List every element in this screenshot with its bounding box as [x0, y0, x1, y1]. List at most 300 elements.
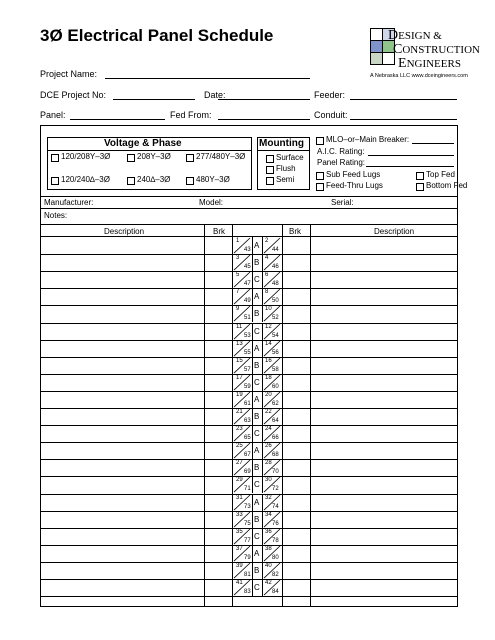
brk-right-cell[interactable]	[311, 323, 337, 340]
option-label: Semi	[276, 175, 295, 184]
circuit-number-left-top: 9	[236, 306, 240, 313]
circuit-number-right-top: 34	[265, 511, 272, 518]
description-left-cell[interactable]	[41, 288, 203, 305]
phase-divider-right	[262, 545, 263, 562]
description-right-cell[interactable]	[338, 340, 456, 357]
voltage-heading-divider	[48, 150, 251, 151]
checkbox-120-208y[interactable]	[51, 154, 59, 162]
circuit-number-right-bottom: 60	[272, 383, 279, 390]
brk-left-cell[interactable]	[205, 305, 231, 322]
description-right-cell[interactable]	[338, 237, 456, 254]
circuit-number-left-top: 7	[236, 289, 240, 296]
sub-feed-label: Sub Feed Lugs	[326, 170, 381, 179]
circuit-number-right-bottom: 78	[272, 537, 279, 544]
circuit-number-right-bottom: 76	[272, 520, 279, 527]
logo-line-3: ENGINEERS	[398, 56, 461, 71]
brk-left-cell[interactable]	[205, 442, 231, 459]
circuit-number-right-bottom: 62	[272, 400, 279, 407]
description-left-cell[interactable]	[41, 237, 203, 254]
description-left-cell[interactable]	[41, 511, 203, 528]
phase-divider-left	[252, 545, 253, 562]
circuit-number-right-top: 36	[265, 528, 272, 535]
phase-label: C	[254, 583, 260, 592]
phase-divider-left	[252, 459, 253, 476]
brk-right-cell[interactable]	[311, 476, 337, 493]
phase-label: C	[254, 531, 260, 541]
circuit-number-right-bottom: 58	[272, 366, 279, 373]
brk-left-cell[interactable]	[205, 254, 231, 271]
row-divider	[40, 596, 457, 597]
phase-label: B	[254, 309, 260, 319]
description-left-cell[interactable]	[41, 340, 203, 357]
brk-right-cell[interactable]	[311, 545, 337, 562]
circuit-number-left-bottom: 69	[244, 469, 251, 476]
phase-label: C	[254, 275, 260, 285]
circuit-number-right-top: 26	[265, 443, 272, 450]
description-left-cell[interactable]	[41, 579, 203, 596]
brk-right-cell[interactable]	[311, 408, 337, 425]
circuit-number-left-bottom: 57	[244, 366, 251, 373]
phase-label: B	[254, 258, 260, 268]
feeder-field[interactable]	[350, 99, 457, 100]
circuit-number-right-top: 30	[265, 477, 272, 484]
phase-divider-left	[252, 579, 253, 596]
brk-right-cell[interactable]	[311, 562, 337, 579]
option-label: 120/240∆–3Ø	[61, 175, 110, 184]
checkbox-semi[interactable]	[266, 177, 274, 185]
brk-right-cell[interactable]	[311, 254, 337, 271]
brk-right-cell[interactable]	[311, 511, 337, 528]
description-right-cell[interactable]	[338, 476, 456, 493]
circuit-number-left-bottom: 73	[244, 503, 251, 510]
brk-right-cell[interactable]	[311, 425, 337, 442]
circuit-number-right-top: 42	[265, 580, 272, 586]
description-right-cell[interactable]	[338, 288, 456, 305]
brk-right-cell[interactable]	[311, 459, 337, 476]
brk-left-cell[interactable]	[205, 408, 231, 425]
brk-left-cell[interactable]	[205, 374, 231, 391]
circuit-number-right-bottom: 74	[272, 503, 279, 510]
description-left-cell[interactable]	[41, 391, 203, 408]
description-left-cell[interactable]	[41, 254, 203, 271]
project-no-label: DCE Project No:	[40, 90, 107, 100]
circuit-number-right-bottom: 52	[272, 315, 279, 322]
circuit-number-right-bottom: 84	[272, 589, 279, 595]
phase-divider-left	[252, 288, 253, 305]
description-left-cell[interactable]	[41, 408, 203, 425]
circuit-number-right-top: 38	[265, 545, 272, 552]
project-no-field[interactable]	[113, 99, 195, 100]
aic-label: A.I.C. Rating:	[317, 147, 365, 156]
checkbox-240d[interactable]	[127, 177, 135, 185]
circuit-number-left-bottom: 49	[244, 298, 251, 305]
circuit-number-right-top: 20	[265, 391, 272, 398]
description-right-cell[interactable]	[338, 562, 456, 579]
phase-divider-left	[252, 562, 253, 579]
circuit-number-left-bottom: 65	[244, 435, 251, 442]
circuit-number-right-bottom: 70	[272, 469, 279, 476]
info-divider	[40, 196, 457, 197]
description-left-cell[interactable]	[41, 528, 203, 545]
brk-left-cell[interactable]	[205, 528, 231, 545]
phase-divider-left	[252, 442, 253, 459]
checkbox-feed-thru[interactable]	[316, 183, 324, 191]
option-label: 208Y–3Ø	[137, 152, 171, 161]
circuit-number-right-top: 28	[265, 460, 272, 467]
column-divider	[282, 224, 283, 607]
phase-divider-right	[262, 528, 263, 545]
phase-divider-right	[262, 254, 263, 271]
phase-label: A	[254, 394, 260, 404]
phase-divider-right	[262, 459, 263, 476]
phase-label: B	[254, 360, 260, 370]
option-label: 240∆–3Ø	[137, 175, 171, 184]
phase-divider-left	[252, 511, 253, 528]
brk-left-cell[interactable]	[205, 579, 231, 596]
brk-right-cell[interactable]	[311, 237, 337, 254]
circuit-number-left-bottom: 47	[244, 281, 251, 288]
circuit-number-left-top: 27	[236, 460, 243, 467]
brk-right-cell[interactable]	[311, 271, 337, 288]
circuit-number-right-bottom: 72	[272, 486, 279, 493]
brk-left-cell[interactable]	[205, 288, 231, 305]
checkbox-480y[interactable]	[186, 177, 194, 185]
circuit-number-left-bottom: 83	[244, 589, 251, 595]
description-left-cell[interactable]	[41, 562, 203, 579]
notes-divider	[40, 224, 457, 225]
phase-label: C	[254, 480, 260, 490]
serial-label: Serial:	[331, 198, 354, 207]
circuit-number-right-bottom: 64	[272, 418, 279, 424]
option-label: 120/208Y–3Ø	[61, 152, 111, 161]
checkbox-surface[interactable]	[266, 155, 274, 163]
project-name-field[interactable]	[105, 78, 310, 79]
logo-line-2: CONSTRUCTION	[393, 42, 480, 57]
phase-label: B	[254, 514, 260, 524]
circuit-number-left-top: 1	[236, 238, 240, 244]
description-right-cell[interactable]	[338, 511, 456, 528]
phase-divider-right	[262, 357, 263, 374]
mounting-heading-divider	[258, 150, 309, 151]
description-right-cell[interactable]	[338, 459, 456, 476]
phase-divider-left	[252, 357, 253, 374]
phase-divider-right	[262, 374, 263, 391]
circuit-number-left-top: 5	[236, 272, 240, 279]
circuit-number-right-bottom: 80	[272, 554, 279, 561]
phase-divider-right	[262, 237, 263, 254]
mlo-field[interactable]	[412, 143, 454, 144]
phase-divider-right	[262, 323, 263, 340]
circuit-number-right-top: 8	[265, 289, 269, 296]
phase-label: B	[254, 463, 260, 473]
phase-divider-left	[252, 408, 253, 425]
phase-divider-left	[252, 305, 253, 322]
logo-line-1: DESIGN &	[388, 28, 442, 43]
brk-right-cell[interactable]	[311, 442, 337, 459]
description-right-cell[interactable]	[338, 254, 456, 271]
phase-label: C	[254, 326, 260, 336]
mounting-heading: Mounting	[259, 138, 304, 149]
model-label: Model:	[199, 198, 224, 207]
description-left-cell[interactable]	[41, 271, 203, 288]
description-left-cell[interactable]	[41, 459, 203, 476]
description-right-cell[interactable]	[338, 425, 456, 442]
logo-tagline: A Nebraska LLC www.dceingineers.com	[370, 73, 468, 79]
phase-divider-right	[262, 391, 263, 408]
notes-label: Notes:	[44, 211, 68, 220]
circuit-number-right-top: 40	[265, 562, 272, 569]
description-right-cell[interactable]	[338, 442, 456, 459]
circuit-number-right-top: 14	[265, 340, 272, 347]
description-left-cell[interactable]	[41, 425, 203, 442]
circuit-number-right-bottom: 56	[272, 349, 279, 356]
checkbox-bottom-fed[interactable]	[416, 183, 424, 191]
circuit-number-left-bottom: 71	[244, 486, 251, 493]
description-left-cell[interactable]	[41, 357, 203, 374]
circuit-number-left-top: 31	[236, 494, 243, 501]
description-left-cell[interactable]	[41, 374, 203, 391]
bottom-fed-label: Bottom Fed	[426, 181, 468, 190]
circuit-number-left-bottom: 53	[244, 332, 251, 339]
description-right-cell[interactable]	[338, 545, 456, 562]
checkbox-sub-feed[interactable]	[316, 172, 324, 180]
info-divider	[40, 208, 457, 209]
phase-divider-left	[252, 528, 253, 545]
phase-divider-left	[252, 254, 253, 271]
phase-label: B	[254, 565, 260, 575]
phase-divider-left	[252, 271, 253, 288]
phase-label: C	[254, 377, 260, 387]
circuit-number-left-top: 37	[236, 545, 243, 552]
brk-left-cell[interactable]	[205, 476, 231, 493]
circuit-number-right-bottom: 66	[272, 435, 279, 442]
circuit-number-right-top: 2	[265, 238, 269, 244]
circuit-number-right-bottom: 48	[272, 281, 279, 288]
date-field[interactable]	[218, 99, 310, 100]
circuit-number-right-top: 16	[265, 357, 272, 364]
phase-label: A	[254, 548, 260, 558]
description-right-cell[interactable]	[338, 374, 456, 391]
phase-label: C	[254, 429, 260, 439]
phase-divider-left	[252, 340, 253, 357]
brk-right-cell[interactable]	[311, 494, 337, 511]
phase-divider-right	[262, 511, 263, 528]
phase-divider-right	[262, 340, 263, 357]
circuit-number-right-top: 24	[265, 426, 272, 433]
description-right-cell[interactable]	[338, 357, 456, 374]
top-fed-label: Top Fed	[426, 170, 455, 179]
option-label: Surface	[276, 153, 304, 162]
phase-divider-right	[262, 271, 263, 288]
circuit-number-right-top: 18	[265, 374, 272, 381]
description-left-cell[interactable]	[41, 442, 203, 459]
brk-right-cell[interactable]	[311, 374, 337, 391]
circuit-number-right-top: 22	[265, 409, 272, 415]
conduit-field[interactable]	[350, 119, 457, 120]
phase-divider-right	[262, 476, 263, 493]
checkbox-flush[interactable]	[266, 166, 274, 174]
circuit-number-left-bottom: 77	[244, 537, 251, 544]
checkbox-mlo[interactable]	[316, 137, 324, 145]
option-label: Flush	[276, 164, 296, 173]
description-right-cell[interactable]	[338, 494, 456, 511]
description-left-header: Description	[104, 227, 145, 236]
phase-divider-right	[262, 305, 263, 322]
description-right-cell[interactable]	[338, 305, 456, 322]
circuit-number-right-bottom: 68	[272, 452, 279, 459]
circuit-number-left-top: 23	[236, 426, 243, 433]
circuit-number-left-top: 29	[236, 477, 243, 484]
phase-divider-right	[262, 442, 263, 459]
circuit-number-right-bottom: 82	[272, 571, 279, 578]
circuit-number-left-top: 35	[236, 528, 243, 535]
brk-left-cell[interactable]	[205, 340, 231, 357]
brk-left-cell[interactable]	[205, 323, 231, 340]
project-name-label: Project Name:	[40, 69, 98, 79]
brk-left-cell[interactable]	[205, 459, 231, 476]
description-left-cell[interactable]	[41, 494, 203, 511]
phase-divider-right	[262, 425, 263, 442]
phase-label: A	[254, 343, 260, 353]
circuit-number-left-top: 13	[236, 340, 243, 347]
brk-left-cell[interactable]	[205, 237, 231, 254]
circuit-number-left-top: 25	[236, 443, 243, 450]
description-right-cell[interactable]	[338, 271, 456, 288]
description-right-cell[interactable]	[338, 579, 456, 596]
fed-from-label: Fed From:	[170, 110, 212, 120]
description-left-cell[interactable]	[41, 305, 203, 322]
phase-divider-left	[252, 476, 253, 493]
mlo-label: MLO–or–Main Breaker:	[326, 135, 410, 144]
brk-right-cell[interactable]	[311, 528, 337, 545]
phase-divider-left	[252, 323, 253, 340]
description-left-cell[interactable]	[41, 476, 203, 493]
circuit-number-right-top: 32	[265, 494, 272, 501]
circuit-number-left-bottom: 51	[244, 315, 251, 322]
circuit-number-left-top: 11	[236, 323, 243, 330]
panel-rating-label: Panel Rating:	[317, 158, 366, 167]
circuit-number-right-bottom: 50	[272, 298, 279, 305]
phase-divider-right	[262, 288, 263, 305]
description-right-cell[interactable]	[338, 528, 456, 545]
circuit-number-left-bottom: 61	[244, 400, 251, 407]
option-label: 480Y–3Ø	[196, 175, 230, 184]
fed-from-field[interactable]	[218, 119, 310, 120]
brk-left-cell[interactable]	[205, 271, 231, 288]
option-label: 277/480Y–3Ø	[196, 152, 246, 161]
circuit-number-left-bottom: 55	[244, 349, 251, 356]
circuit-number-left-top: 21	[236, 409, 243, 415]
brk-right-cell[interactable]	[311, 288, 337, 305]
conduit-label: Conduit:	[314, 110, 348, 120]
brk-right-cell[interactable]	[311, 305, 337, 322]
phase-label: A	[254, 446, 260, 456]
circuit-number-left-bottom: 67	[244, 452, 251, 459]
panel-rating-field[interactable]	[366, 166, 454, 167]
phase-label: B	[254, 412, 260, 421]
phase-divider-left	[252, 237, 253, 254]
phase-divider-left	[252, 391, 253, 408]
brk-left-cell[interactable]	[205, 494, 231, 511]
description-right-cell[interactable]	[338, 323, 456, 340]
page-title: 3Ø Electrical Panel Schedule	[40, 26, 274, 45]
checkbox-208y[interactable]	[127, 154, 135, 162]
checkbox-277-480y[interactable]	[186, 154, 194, 162]
description-left-cell[interactable]	[41, 545, 203, 562]
circuit-number-right-top: 10	[265, 306, 272, 313]
brk-left-header: Brk	[213, 227, 225, 236]
circuit-number-left-bottom: 59	[244, 383, 251, 390]
phase-divider-right	[262, 494, 263, 511]
brk-right-header: Brk	[289, 227, 301, 236]
circuit-number-left-top: 33	[236, 511, 243, 518]
circuit-number-right-top: 4	[265, 255, 269, 262]
circuit-number-left-bottom: 63	[244, 418, 251, 424]
circuit-number-right-top: 12	[265, 323, 272, 330]
phase-label: A	[254, 241, 260, 250]
phase-divider-right	[262, 562, 263, 579]
phase-divider-right	[262, 408, 263, 425]
phase-divider-right	[262, 579, 263, 596]
brk-left-cell[interactable]	[205, 562, 231, 579]
circuit-number-right-bottom: 46	[272, 264, 279, 271]
circuit-number-left-top: 17	[236, 374, 243, 381]
brk-left-cell[interactable]	[205, 425, 231, 442]
feed-thru-label: Feed-Thru Lugs	[326, 181, 383, 190]
brk-right-cell[interactable]	[311, 340, 337, 357]
description-right-cell[interactable]	[338, 408, 456, 425]
circuit-number-left-bottom: 79	[244, 554, 251, 561]
phase-label: A	[254, 292, 260, 302]
brk-left-cell[interactable]	[205, 391, 231, 408]
circuit-number-right-bottom: 54	[272, 332, 279, 339]
brk-left-cell[interactable]	[205, 511, 231, 528]
phase-divider-left	[252, 425, 253, 442]
circuit-number-left-top: 39	[236, 562, 243, 569]
aic-field[interactable]	[368, 155, 454, 156]
circuit-number-left-bottom: 43	[244, 247, 251, 253]
circuit-number-left-bottom: 81	[244, 571, 251, 578]
description-right-header: Description	[374, 227, 415, 236]
circuit-number-left-bottom: 45	[244, 264, 251, 271]
description-left-cell[interactable]	[41, 323, 203, 340]
brk-right-cell[interactable]	[311, 391, 337, 408]
date-label: Date:	[204, 90, 226, 100]
checkbox-120-240d[interactable]	[51, 177, 59, 185]
brk-left-cell[interactable]	[205, 545, 231, 562]
circuit-number-left-bottom: 75	[244, 520, 251, 527]
voltage-heading: Voltage & Phase	[104, 138, 182, 149]
circuit-number-right-top: 6	[265, 272, 269, 279]
brk-right-cell[interactable]	[311, 357, 337, 374]
phase-label: A	[254, 497, 260, 507]
circuit-number-left-top: 3	[236, 255, 240, 262]
panel-field[interactable]	[70, 119, 165, 120]
description-right-cell[interactable]	[338, 391, 456, 408]
feeder-label: Feeder:	[314, 90, 346, 100]
panel-label: Panel:	[40, 110, 66, 120]
phase-divider-left	[252, 494, 253, 511]
circuit-number-left-top: 19	[236, 391, 243, 398]
manufacturer-label: Manufacturer:	[44, 198, 94, 207]
circuit-number-left-top: 41	[236, 580, 243, 586]
circuit-number-left-top: 15	[236, 357, 243, 364]
checkbox-top-fed[interactable]	[416, 172, 424, 180]
brk-left-cell[interactable]	[205, 357, 231, 374]
phase-divider-left	[252, 374, 253, 391]
brk-right-cell[interactable]	[311, 579, 337, 596]
circuit-number-right-bottom: 44	[272, 247, 279, 253]
